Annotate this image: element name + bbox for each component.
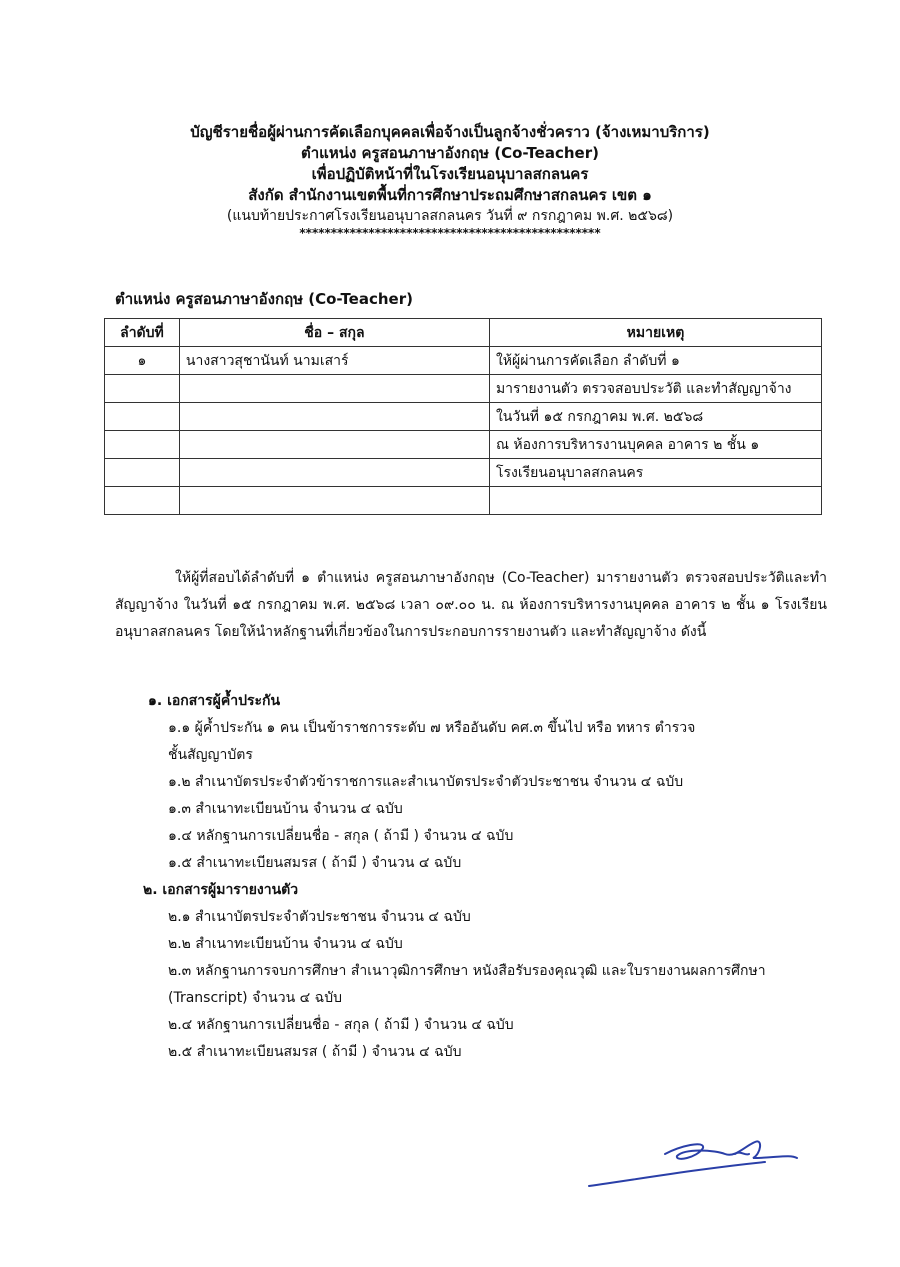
header-cell-no: ลำดับที่ [105,319,180,347]
header-purpose: เพื่อปฏิบัติหน้าที่ในโรงเรียนอนุบาลสกลนคร [311,165,589,183]
instruction-paragraph [115,565,827,646]
cell-name [179,459,489,487]
cell-note: มารายงานตัว ตรวจสอบประวัติ และทำสัญญาจ้าง [489,375,821,403]
section1-item: ๑.๑ ผู้ค้ำประกัน ๑ คน เป็นข้าราชการระดับ ๗ หรืออันดับ คศ.๓ ขึ้นไป หรือ ทหาร ตำรวจ [168,720,696,736]
header-divider: ************************************************ [299,226,601,240]
section1-item: ชั้นสัญญาบัตร [168,747,253,763]
table-row [105,431,822,459]
document-header [0,122,900,240]
table-row [105,459,822,487]
section1-heading: ๑. เอกสารผู้ค้ำประกัน [148,693,281,709]
cell-no [105,487,180,515]
section2-item: (Transcript) จำนวน ๔ ฉบับ [168,990,342,1006]
section2-item: ๒.๔ หลักฐานการเปลี่ยนชื่อ - สกุล ( ถ้ามี ) จำนวน ๔ ฉบับ [168,1017,514,1033]
section1-item: ๑.๓ สำเนาทะเบียนบ้าน จำนวน ๔ ฉบับ [168,801,403,817]
cell-no [105,403,180,431]
table-row [105,403,822,431]
section1-item: ๑.๔ หลักฐานการเปลี่ยนชื่อ - สกุล ( ถ้ามี ) จำนวน ๔ ฉบับ [168,828,514,844]
cell-name [179,403,489,431]
signature-stroke [589,1141,797,1186]
cell-name: นางสาวสุชานันท์ นามเสาร์ [179,347,489,375]
cell-name [179,431,489,459]
signature-image [585,1128,805,1192]
cell-note [489,487,821,515]
cell-note: ให้ผู้ผ่านการคัดเลือก ลำดับที่ ๑ [489,347,821,375]
section2-heading: ๒. เอกสารผู้มารายงานตัว [143,882,299,898]
table-header-row [105,319,822,347]
header-cell-name: ชื่อ – สกุล [179,319,489,347]
section1-item: ๑.๕ สำเนาทะเบียนสมรส ( ถ้ามี ) จำนวน ๔ ฉบับ [168,855,462,871]
header-attachment-note: (แนบท้ายประกาศโรงเรียนอนุบาลสกลนคร วันที่ ๙ กรกฎาคม พ.ศ. ๒๕๖๘) [226,208,674,224]
position-title: ตำแหน่ง ครูสอนภาษาอังกฤษ (Co-Teacher) [115,290,413,308]
section2-item: ๒.๓ หลักฐานการจบการศึกษา สำเนาวุฒิการศึกษา หนังสือรับรองคุณวุฒิ และใบรายงานผลการศึกษา [168,963,766,979]
cell-no [105,459,180,487]
cell-note: ในวันที่ ๑๕ กรกฎาคม พ.ศ. ๒๕๖๘ [489,403,821,431]
roster-table [104,318,822,515]
cell-note: โรงเรียนอนุบาลสกลนคร [489,459,821,487]
cell-name [179,375,489,403]
table-row [105,347,822,375]
cell-no [105,375,180,403]
section2-item: ๒.๑ สำเนาบัตรประจำตัวประชาชน จำนวน ๔ ฉบับ [168,909,471,925]
instruction-text: ให้ผู้ที่สอบได้ลำดับที่ ๑ ตำแหน่ง ครูสอนภาษาอังกฤษ (Co-Teacher) มารายงานตัว ตรวจสอบประวัติและทำสัญญาจ้าง ในวันที่ ๑๕ กรกฎาคม พ.ศ. ๒๕๖๘ เวลา ๐๙.๐๐ น. ณ ห้องการบริหารงานบุคคล อาคาร ๒ ชั้น ๑ โรงเรียนอนุบาลสกลนคร โดยให้นำหลักฐานที่เกี่ยวข้องในการประกอบการรายงานตัว และทำสัญญาจ้าง ดังนี้ [115,570,827,640]
cell-name [179,487,489,515]
table-row [105,487,822,515]
header-title: บัญชีรายชื่อผู้ผ่านการคัดเลือกบุคคลเพื่อจ้างเป็นลูกจ้างชั่วคราว (จ้างเหมาบริการ) [190,123,710,141]
header-affiliation: สังกัด สำนักงานเขตพื้นที่การศึกษาประถมศึกษาสกลนคร เขต ๑ [248,186,652,204]
header-cell-note: หมายเหตุ [489,319,821,347]
cell-note: ณ ห้องการบริหารงานบุคคล อาคาร ๒ ชั้น ๑ [489,431,821,459]
section2-item: ๒.๒ สำเนาทะเบียนบ้าน จำนวน ๔ ฉบับ [168,936,403,952]
header-position: ตำแหน่ง ครูสอนภาษาอังกฤษ (Co-Teacher) [301,144,599,162]
section1-item: ๑.๒ สำเนาบัตรประจำตัวข้าราชการและสำเนาบัตรประจำตัวประชาชน จำนวน ๔ ฉบับ [168,774,684,790]
section2-item: ๒.๕ สำเนาทะเบียนสมรส ( ถ้ามี ) จำนวน ๔ ฉบับ [168,1044,462,1060]
cell-no: ๑ [105,347,180,375]
cell-no [105,431,180,459]
table-row [105,375,822,403]
